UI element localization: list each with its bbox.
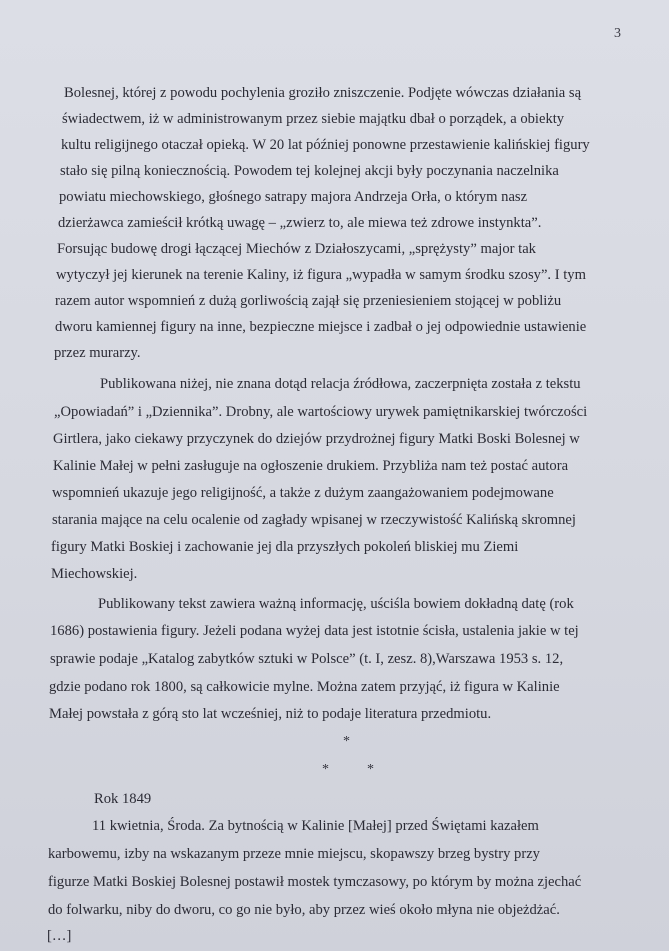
text-line: Girtlera, jako ciekawy przyczynek do dziejów przydrożnej figury Matki Boski Bolesnej w: [53, 431, 580, 447]
entry-year: Rok 1849: [94, 791, 152, 807]
separator-asterisk: *: [367, 762, 374, 777]
text-line: Kalinie Małej w pełni zasługuje na ogłoszenie drukiem. Przybliża nam też postać autora: [53, 458, 569, 474]
text-line: Małej powstała z górą sto lat wcześniej, niż to podaje literatura przedmiotu.: [49, 706, 492, 722]
text-line: 11 kwietnia, Środa. Za bytnością w Kalinie [Małej] przed Świętami kazałem: [92, 818, 539, 834]
text-line: „Opowiadań” i „Dziennika”. Drobny, ale wartościowy urywek pamiętnikarskiej twórczości: [54, 404, 588, 420]
text-line: Publikowany tekst zawiera ważną informację, uściśla bowiem dokładną datę (rok: [98, 596, 574, 612]
text-line: wytyczył jej kierunek na terenie Kaliny, iż figura „wypadła w samym środku szosy”. I tym: [56, 267, 586, 283]
text-line: figurze Matki Boskiej Bolesnej postawił mostek tymczasowy, po którym by można zjechać: [48, 874, 582, 890]
text-line: dworu kamiennej figury na inne, bezpieczne miejsce i zadbał o jej odpowiednie ustawienie: [55, 319, 587, 335]
page-number: 3: [614, 26, 621, 41]
text-line: wspomnień ukazuje jego religijność, a także z dużym zaangażowaniem podejmowane: [52, 485, 554, 501]
text-line: 1686) postawienia figury. Jeżeli podana wyżej data jest istotnie ścisła, ustalenia jakie w tej: [50, 623, 579, 639]
text-line: dzierżawca zamieścił krótką uwagę – „zwierz to, ale miewa też zdrowe instynkta”.: [58, 215, 542, 231]
separator-asterisk: *: [322, 762, 329, 777]
text-line: Forsując budowę drogi łączącej Miechów z Działoszycami, „sprężysty” major tak: [57, 241, 536, 257]
text-line: […]: [47, 928, 72, 944]
separator-asterisk: *: [343, 734, 350, 749]
text-line: figury Matki Boskiej i zachowanie jej dla przyszłych pokoleń bliskiej mu Ziemi: [51, 539, 519, 555]
text-line: Miechowskiej.: [51, 566, 138, 582]
text-line: Publikowana niżej, nie znana dotąd relacja źródłowa, zaczerpnięta została z tekstu: [100, 376, 581, 392]
text-line: kultu religijnego otaczał opieką. W 20 lat później ponowne przestawienie kalińskiej figury: [61, 137, 590, 153]
text-line: sprawie podaje „Katalog zabytków sztuki w Polsce” (t. I, zesz. 8),Warszawa 1953 s. 12,: [50, 651, 564, 667]
text-line: starania mające na celu ocalenie od zagłady wpisanej w rzeczywistość Kalińską skromnej: [52, 512, 576, 528]
text-line: karbowemu, izby na wskazanym przeze mnie miejscu, skopawszy brzeg bystry przy: [48, 846, 540, 862]
text-line: razem autor wspomnień z dużą gorliwością zajął się przeniesieniem stojącej w pobliżu: [55, 293, 562, 309]
text-line: przez murarzy.: [54, 345, 141, 361]
text-line: stało się pilną koniecznością. Powodem tej kolejnej akcji były poczynania naczelnika: [60, 163, 559, 179]
text-line: powiatu miechowskiego, głośnego satrapy majora Andrzeja Orła, o którym nasz: [59, 189, 528, 205]
text-line: Bolesnej, której z powodu pochylenia groziło zniszczenie. Podjęte wówczas działania są: [64, 85, 582, 101]
text-line: do folwarku, niby do dworu, co go nie było, aby przez wieś około młyna nie objeżdżać.: [48, 902, 560, 918]
text-line: gdzie podano rok 1800, są całkowicie mylne. Można zatem przyjąć, iż figura w Kalinie: [49, 679, 560, 695]
text-line: świadectwem, iż w administrowanym przez siebie majątku dbał o porządek, a obiekty: [62, 111, 565, 127]
